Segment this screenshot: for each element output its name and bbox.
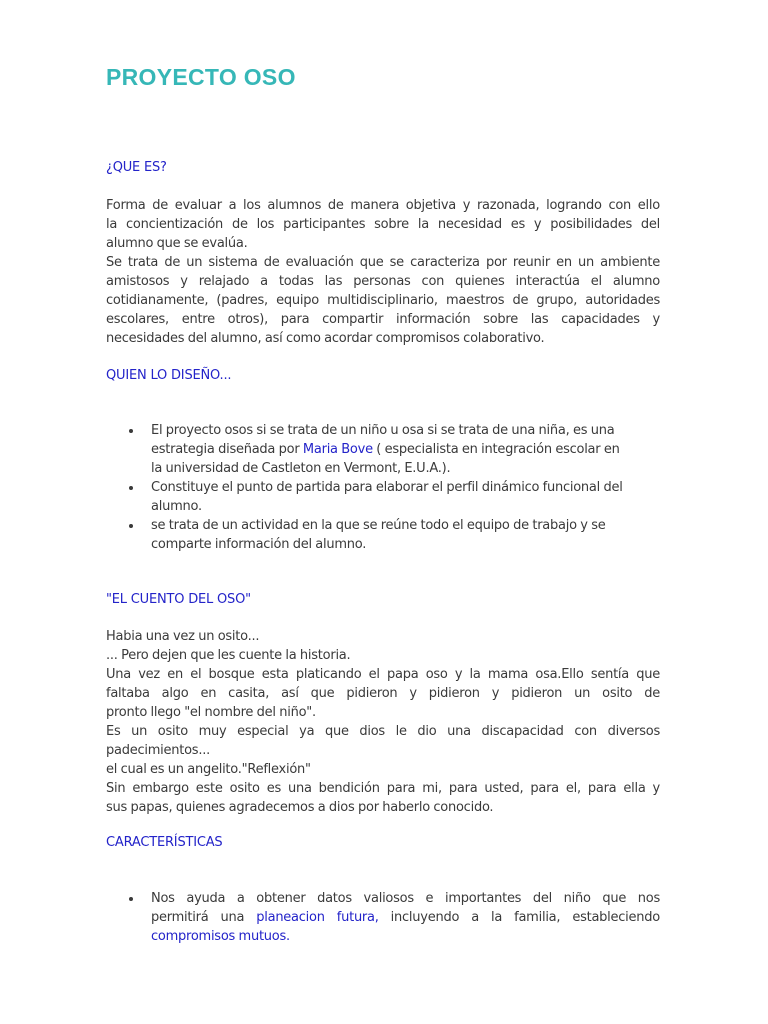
heading-que-es: ¿QUE ES?	[106, 160, 167, 175]
compromisos-mutuos-link[interactable]: compromisos mutuos.	[151, 929, 290, 944]
list-item-line: se trata de un actividad en la que se reúne todo el equipo de trabajo y se	[151, 518, 606, 533]
paragraph-line: Forma de evaluar a los alumnos de manera objetiva y razonada, logrando con ello	[106, 198, 660, 213]
heading-caracteristicas: CARACTERÍSTICAS	[106, 835, 223, 850]
list-item-line	[151, 908, 660, 927]
list-item-line: El proyecto osos si se trata de un niño u osa si se trata de una niña, es una	[151, 423, 615, 438]
paragraph-line: la concientización de los participantes sobre la necesidad es y posibilidades del	[106, 217, 660, 232]
paragraph-line: Sin embargo este osito es una bendición para mi, para usted, para el, para ella y	[106, 781, 660, 796]
paragraph-cuento	[106, 627, 660, 817]
list-item	[106, 889, 660, 946]
paragraph-line: padecimientos...	[106, 743, 210, 758]
paragraph-line: Es un osito muy especial ya que dios le dio una discapacidad con diversos	[106, 724, 660, 739]
paragraph-line: necesidades del alumno, así como acordar compromisos colaborativo.	[106, 331, 545, 346]
paragraph-line: Se trata de un sistema de evaluación que se caracteriza por reunir en un ambiente	[106, 255, 660, 270]
list-item-line: comparte información del alumno.	[151, 537, 367, 552]
paragraph-line: Una vez en el bosque esta platicando el papa oso y la mama osa.Ello sentía que	[106, 667, 660, 682]
paragraph-que-es	[106, 196, 660, 348]
page-title: PROYECTO OSO	[106, 64, 296, 90]
list-item	[106, 421, 660, 478]
paragraph-line: sus papas, quienes agradecemos a dios por haberlo conocido.	[106, 800, 494, 815]
paragraph-line: alumno que se evalúa.	[106, 236, 248, 251]
list-quien-lo-diseno	[106, 421, 660, 554]
list-item-text: ( especialista en integración escolar en	[372, 442, 620, 457]
list-item-line: alumno.	[151, 499, 202, 514]
list-item-line	[151, 440, 660, 459]
paragraph-line: cotidianamente, (padres, equipo multidisciplinario, maestros de grupo, autoridades	[106, 293, 660, 308]
bullet-icon	[129, 524, 133, 528]
paragraph-line: escolares, entre otros), para compartir información sobre las capacidades y	[106, 312, 660, 327]
paragraph-line: Habia una vez un osito...	[106, 629, 260, 644]
paragraph-line: faltaba algo en casita, así que pidieron y pidieron y pidieron un osito de	[106, 686, 660, 701]
heading-el-cuento-del-oso: "EL CUENTO DEL OSO"	[106, 592, 251, 607]
paragraph-line: amistosos y relajado a todas las personas con quienes interactúa el alumno	[106, 274, 660, 289]
list-item-line: la universidad de Castleton en Vermont, E.U.A.).	[151, 461, 451, 476]
bullet-icon	[129, 429, 133, 433]
bullet-icon	[129, 897, 133, 901]
maria-bove-link[interactable]: Maria Bove	[302, 442, 373, 457]
heading-quien-lo-diseno: QUIEN LO DISEÑO...	[106, 368, 232, 383]
list-item	[106, 516, 660, 554]
paragraph-line: pronto llego "el nombre del niño".	[106, 705, 316, 720]
list-item-line: Nos ayuda a obtener datos valiosos e importantes del niño que nos	[151, 891, 660, 906]
list-item-text: incluyendo a la familia, estableciendo	[378, 910, 660, 925]
list-caracteristicas	[106, 889, 660, 946]
planeacion-futura-link[interactable]: planeacion futura,	[256, 910, 379, 925]
list-item-line: Constituye el punto de partida para elaborar el perfil dinámico funcional del	[151, 480, 623, 495]
list-item	[106, 478, 660, 516]
list-item-text: permitirá una	[151, 910, 257, 925]
list-item-line	[151, 927, 660, 946]
paragraph-line: ... Pero dejen que les cuente la historia.	[106, 648, 351, 663]
list-item-text: estrategia diseñada por	[151, 442, 303, 457]
bullet-icon	[129, 486, 133, 490]
paragraph-line: el cual es un angelito."Reflexión"	[106, 762, 311, 777]
